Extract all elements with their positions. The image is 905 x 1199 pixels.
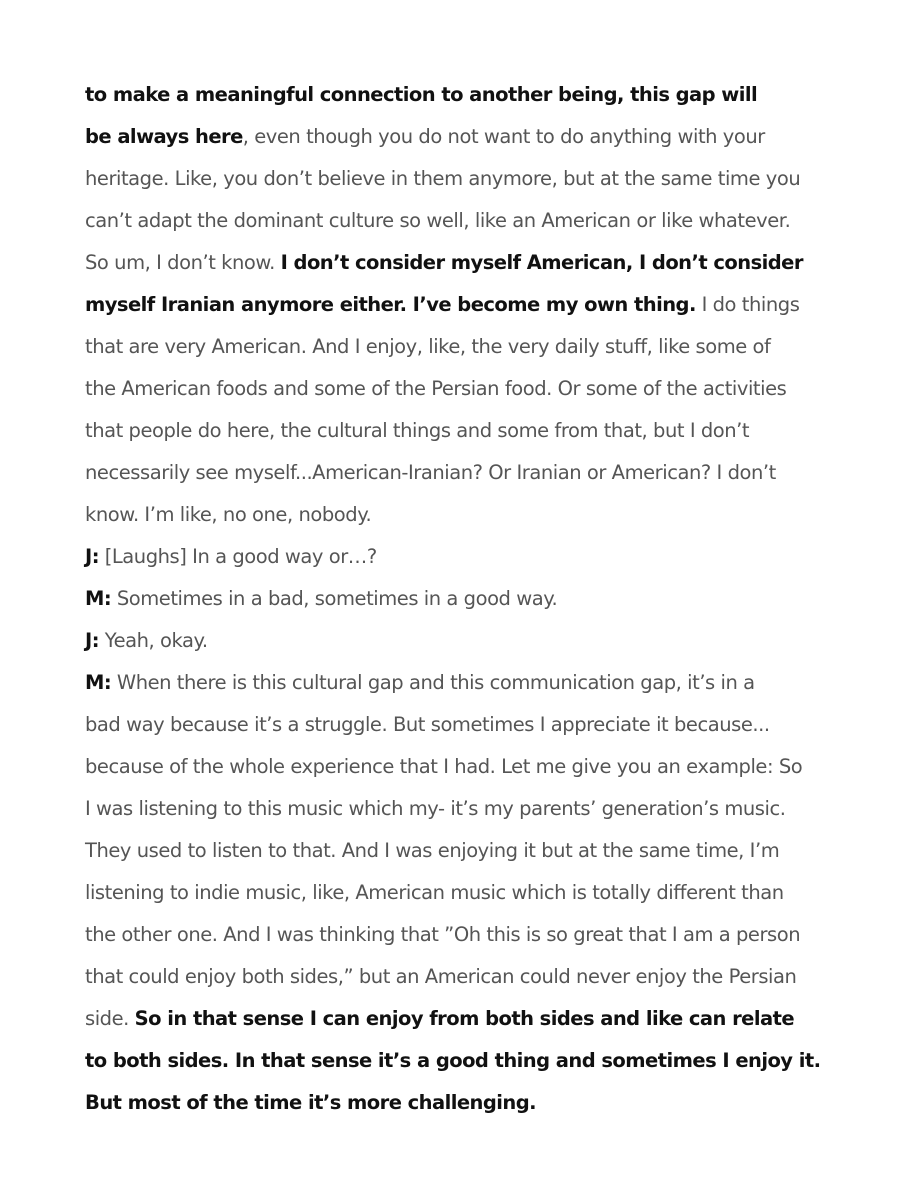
- text-line: [85, 368, 845, 410]
- body-text: I was listening to this music which my- it’s my parents’ generation’s music.: [85, 797, 786, 820]
- text-line: [85, 998, 845, 1040]
- bold-text: M:: [85, 587, 112, 610]
- bold-text: be always here: [85, 125, 243, 148]
- text-line: [85, 788, 845, 830]
- body-text: can’t adapt the dominant culture so well, like an American or like whatever.: [85, 209, 791, 232]
- text-line: [85, 242, 845, 284]
- text-line: [85, 116, 845, 158]
- text-line: [85, 284, 845, 326]
- bold-text: J:: [85, 545, 99, 568]
- body-text: necessarily see myself...American-Iranian? Or Iranian or American? I don’t: [85, 461, 776, 484]
- bold-text: J:: [85, 629, 99, 652]
- text-line: [85, 956, 845, 998]
- body-text: know. I’m like, no one, nobody.: [85, 503, 372, 526]
- body-text: because of the whole experience that I had. Let me give you an example: So: [85, 755, 803, 778]
- text-line: [85, 830, 845, 872]
- body-text: , even though you do not want to do anything with your: [242, 125, 765, 148]
- text-line: [85, 1082, 845, 1124]
- body-text: listening to indie music, like, American music which is totally different than: [85, 881, 784, 904]
- body-text: the other one. And I was thinking that ”Oh this is so great that I am a person: [85, 923, 801, 946]
- text-line: [85, 872, 845, 914]
- text-line: [85, 326, 845, 368]
- body-text: So um, I don’t know.: [85, 251, 281, 274]
- body-text: that are very American. And I enjoy, like, the very daily stuff, like some of: [85, 335, 771, 358]
- body-text: [Laughs] In a good way or…?: [98, 545, 377, 568]
- text-line: [85, 158, 845, 200]
- bold-text: to make a meaningful connection to another being, this gap will: [85, 83, 758, 106]
- bold-text: M:: [85, 671, 112, 694]
- text-line: [85, 536, 845, 578]
- text-line: [85, 914, 845, 956]
- text-line: [85, 1040, 845, 1082]
- body-text: side.: [85, 1007, 135, 1030]
- bold-text: I don’t consider myself American, I don’t consider: [280, 251, 803, 274]
- body-text: that could enjoy both sides,” but an American could never enjoy the Persian: [85, 965, 797, 988]
- bold-text: myself Iranian anymore either. I’ve become my own thing.: [85, 293, 696, 316]
- body-text: They used to listen to that. And I was enjoying it but at the same time, I’m: [85, 839, 780, 862]
- text-line: [85, 200, 845, 242]
- body-text: Yeah, okay.: [98, 629, 208, 652]
- text-line: [85, 578, 845, 620]
- body-text: that people do here, the cultural things and some from that, but I don’t: [85, 419, 750, 442]
- body-text: Sometimes in a bad, sometimes in a good way.: [111, 587, 558, 610]
- bold-text: So in that sense I can enjoy from both sides and like can relate: [134, 1007, 795, 1030]
- body-text: bad way because it’s a struggle. But sometimes I appreciate it because...: [85, 713, 770, 736]
- body-text: When there is this cultural gap and this communication gap, it’s in a: [111, 671, 755, 694]
- bold-text: But most of the time it’s more challenging.: [85, 1091, 536, 1114]
- text-line: [85, 704, 845, 746]
- body-text: heritage. Like, you don’t believe in them anymore, but at the same time you: [85, 167, 801, 190]
- text-line: [85, 494, 845, 536]
- body-text: the American foods and some of the Persian food. Or some of the activities: [85, 377, 787, 400]
- body-text: I do things: [695, 293, 800, 316]
- text-line: [85, 746, 845, 788]
- text-line: [85, 74, 845, 116]
- bold-text: to both sides. In that sense it’s a good thing and sometimes I enjoy it.: [85, 1049, 821, 1072]
- transcript-page: [85, 74, 845, 1124]
- text-line: [85, 662, 845, 704]
- text-line: [85, 410, 845, 452]
- text-line: [85, 620, 845, 662]
- text-line: [85, 452, 845, 494]
